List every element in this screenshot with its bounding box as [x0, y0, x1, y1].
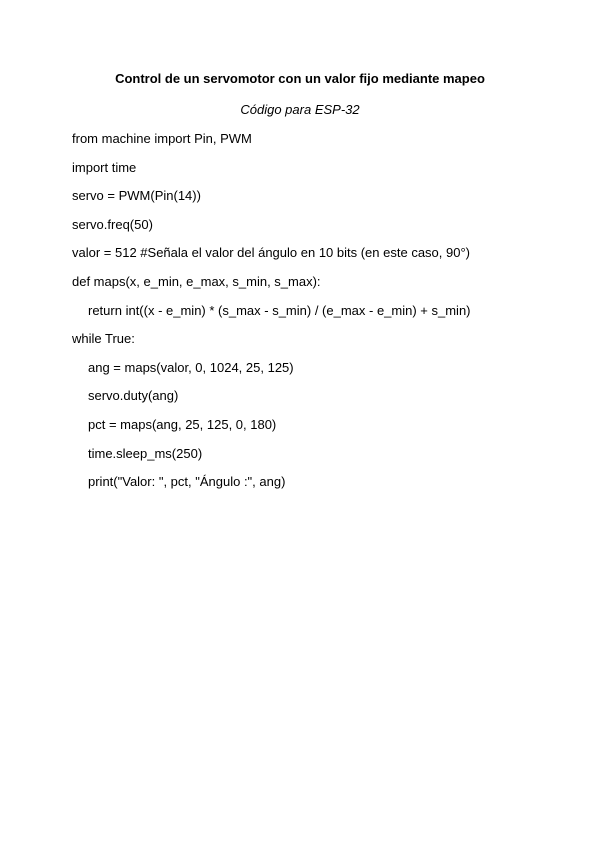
code-line: print("Valor: ", pct, "Ángulo :", ang)	[88, 474, 286, 490]
code-line: servo.duty(ang)	[88, 388, 179, 404]
code-line: valor = 512 #Señala el valor del ángulo en 10 bits (en este caso, 90°)	[72, 245, 470, 261]
code-line: import time	[72, 159, 137, 175]
code-line: def maps(x, e_min, e_max, s_min, s_max):	[72, 273, 321, 289]
code-line: servo.freq(50)	[72, 216, 153, 232]
code-line: pct = maps(ang, 25, 125, 0, 180)	[88, 416, 277, 432]
code-listing	[72, 130, 471, 502]
code-line: ang = maps(valor, 0, 1024, 25, 125)	[88, 359, 294, 375]
code-line: while True:	[72, 331, 135, 347]
document-title: Control de un servomotor con un valor fijo mediante mapeo	[115, 71, 485, 86]
code-line: return int((x - e_min) * (s_max - s_min) / (e_max - e_min) + s_min)	[88, 302, 471, 318]
code-line: from machine import Pin, PWM	[72, 131, 252, 146]
document-subtitle: Código para ESP-32	[240, 102, 360, 117]
code-line: time.sleep_ms(250)	[88, 445, 203, 461]
code-line: servo = PWM(Pin(14))	[72, 188, 201, 204]
